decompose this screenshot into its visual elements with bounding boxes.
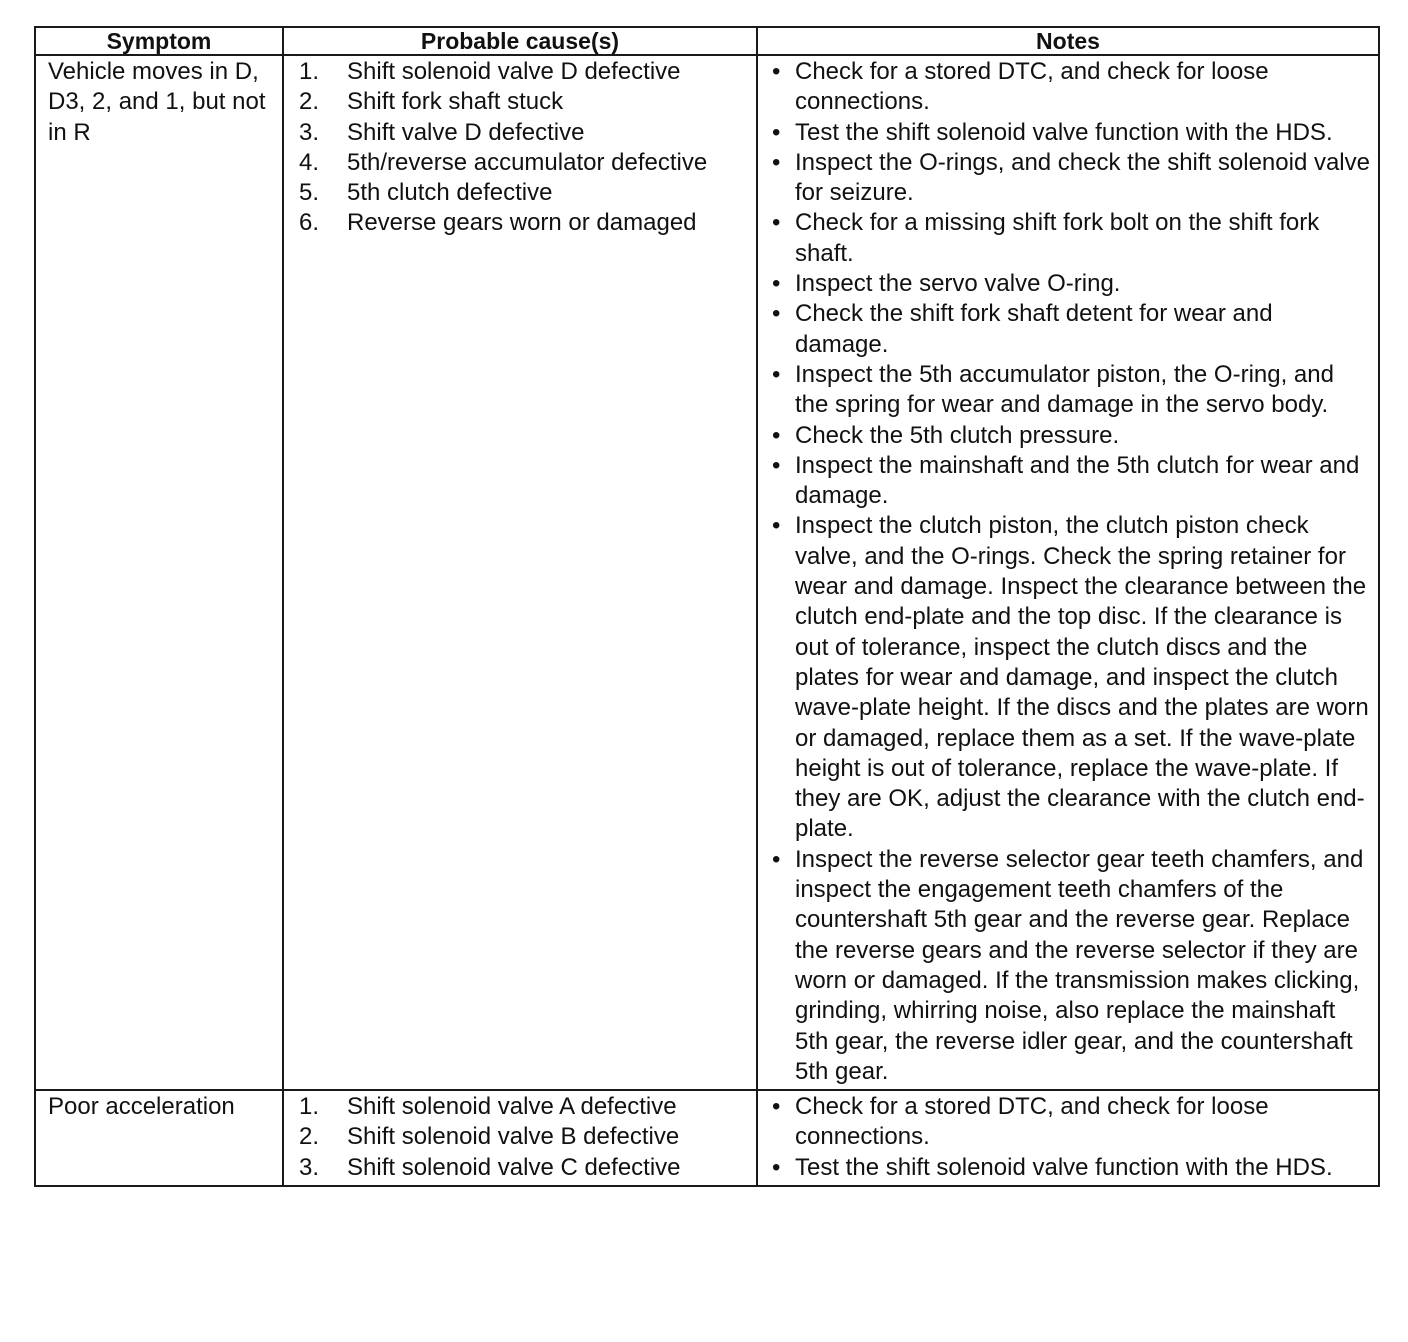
bullet-icon: • xyxy=(772,1093,781,1121)
note-text: Test the shift solenoid valve function with the HDS. xyxy=(795,118,1333,146)
cause-text: Shift solenoid valve B defective xyxy=(347,1123,680,1151)
causes-cell xyxy=(283,1090,757,1186)
bullet-icon: • xyxy=(772,451,781,479)
note-text: Inspect the O-rings, and check the shift solenoid valve for seizure. xyxy=(795,148,1370,207)
note-item xyxy=(758,1092,1378,1153)
note-item xyxy=(758,360,1378,421)
notes-list xyxy=(758,57,1378,1087)
cause-item xyxy=(284,208,756,238)
cause-text: Shift fork shaft stuck xyxy=(347,88,564,116)
cause-number: 2. xyxy=(299,1123,320,1151)
symptom-cell xyxy=(35,1090,283,1186)
cause-text: Shift solenoid valve A defective xyxy=(347,1093,677,1121)
note-text: Check the shift fork shaft detent for wear and damage. xyxy=(795,300,1273,358)
bullet-icon: • xyxy=(772,58,781,85)
troubleshooting-table xyxy=(34,26,1380,1187)
notes-cell xyxy=(757,1090,1379,1186)
cause-number: 2. xyxy=(299,88,320,116)
note-text: Test the shift solenoid valve function with the HDS. xyxy=(795,1153,1333,1181)
note-text: Inspect the reverse selector gear teeth chamfers, and inspect the engagement teeth chamfers of the countershaft 5th gear and the reverse gear. Replace the reverse gears and the reverse selector if they are worn or damaged. If the transmission makes clicking, grinding, whirring noise, also replace the mainshaft 5th gear, the reverse idler gear, and the countershaft 5th gear. xyxy=(795,845,1364,1085)
cause-number: 1. xyxy=(299,1093,320,1121)
cause-text: Shift solenoid valve D defective xyxy=(347,58,681,85)
symptom-text: Poor acceleration xyxy=(48,1093,235,1121)
bullet-icon: • xyxy=(772,421,781,449)
note-item xyxy=(758,299,1378,360)
bullet-icon: • xyxy=(772,845,781,873)
note-item xyxy=(758,1153,1378,1183)
cause-text: Shift valve D defective xyxy=(347,118,585,146)
note-item xyxy=(758,451,1378,512)
cause-number: 4. xyxy=(299,148,320,176)
notes-header: Notes xyxy=(757,27,1379,55)
note-text: Check for a stored DTC, and check for loose connections. xyxy=(795,58,1269,116)
cause-text: Shift solenoid valve C defective xyxy=(347,1153,681,1181)
cause-text: 5th/reverse accumulator defective xyxy=(347,148,708,176)
bullet-icon: • xyxy=(772,300,781,328)
cause-item xyxy=(284,148,756,178)
cause-item xyxy=(284,1153,756,1183)
bullet-icon: • xyxy=(772,148,781,176)
causes-cell xyxy=(283,55,757,1090)
note-text: Inspect the mainshaft and the 5th clutch for wear and damage. xyxy=(795,451,1360,510)
note-text: Check for a missing shift fork bolt on the shift fork shaft. xyxy=(795,209,1320,267)
table-row xyxy=(35,55,1379,1090)
cause-number: 5. xyxy=(299,179,320,207)
note-item xyxy=(758,845,1378,1087)
note-item xyxy=(758,208,1378,269)
cause-text: Reverse gears worn or damaged xyxy=(347,209,697,237)
cause-item xyxy=(284,1122,756,1152)
probable-causes-header: Probable cause(s) xyxy=(283,27,757,55)
notes-cell xyxy=(757,55,1379,1090)
note-item xyxy=(758,269,1378,299)
symptom-cell xyxy=(35,55,283,1090)
header-row xyxy=(35,27,1379,55)
cause-text: 5th clutch defective xyxy=(347,179,553,207)
cause-item xyxy=(284,118,756,148)
bullet-icon: • xyxy=(772,1153,781,1181)
cause-number: 3. xyxy=(299,118,320,146)
note-text: Inspect the clutch piston, the clutch piston check valve, and the O-rings. Check the spring retainer for wear and damage. Inspect the clearance between the clutch end-plate and the top disc. If the clearance is out of tolerance, inspect the clutch discs and the plates for wear and damage, and inspect the clutch wave-plate height. If the discs and the plates are worn or damaged, replace them as a set. If the wave-plate height is out of tolerance, replace the wave-plate. If they are OK, adjust the clearance with the clutch end-plate. xyxy=(795,512,1369,843)
symptom-header: Symptom xyxy=(35,27,283,55)
cause-item xyxy=(284,1092,756,1122)
note-text: Inspect the 5th accumulator piston, the O-ring, and the spring for wear and damage in the servo body. xyxy=(795,360,1334,419)
note-item xyxy=(758,57,1378,118)
cause-list xyxy=(284,1092,756,1183)
bullet-icon: • xyxy=(772,270,781,298)
notes-list xyxy=(758,1092,1378,1183)
cause-item xyxy=(284,87,756,117)
note-item xyxy=(758,118,1378,148)
bullet-icon: • xyxy=(772,360,781,388)
bullet-icon: • xyxy=(772,512,781,540)
note-item xyxy=(758,421,1378,451)
bullet-icon: • xyxy=(772,209,781,237)
cause-item xyxy=(284,57,756,87)
note-item xyxy=(758,511,1378,844)
symptom-text: Vehicle moves in D, D3, 2, and 1, but not in R xyxy=(48,58,266,146)
cause-number: 3. xyxy=(299,1153,320,1181)
bullet-icon: • xyxy=(772,118,781,146)
cause-list xyxy=(284,57,756,239)
note-item xyxy=(758,148,1378,209)
note-text: Inspect the servo valve O-ring. xyxy=(795,270,1121,298)
note-text: Check for a stored DTC, and check for loose connections. xyxy=(795,1093,1269,1151)
table-row xyxy=(35,1090,1379,1186)
cause-number: 1. xyxy=(299,58,320,85)
note-text: Check the 5th clutch pressure. xyxy=(795,421,1120,449)
cause-number: 6. xyxy=(299,209,320,237)
cause-item xyxy=(284,178,756,208)
